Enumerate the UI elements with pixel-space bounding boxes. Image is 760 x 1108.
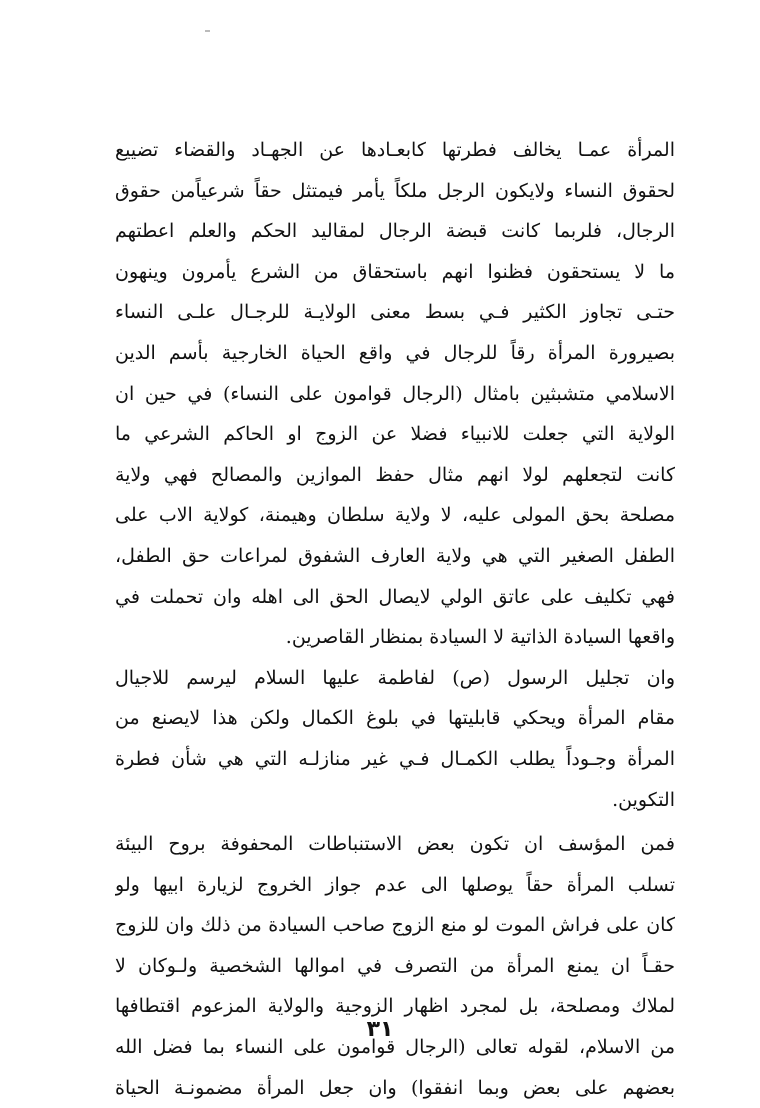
text-line: التكوين. [612, 788, 675, 811]
text-line: بعضهم على بعض وبما انفقوا) وان جعل المرأة مضمونـة الحياة [115, 1076, 675, 1099]
text-line: لملاك ومصلحة، بل لمجرد اظهار الزوجية والولاية المزعوم اقتطافها [115, 995, 675, 1018]
text-line: الولاية التي جعلت للانبياء فضلا عن الزوج او الحاكم الشرعي ما [115, 423, 675, 446]
text-line: فمن المؤسف ان تكون بعض الاستنباطات المحفوفة بروح البيئة [115, 833, 675, 856]
page-number: ٣١ [366, 1017, 394, 1042]
body-text [115, 130, 675, 1108]
text-line: الطفل الصغير التي هي ولاية العارف الشفوق لمراعات حق الطفل، [115, 544, 675, 567]
text-line: من الاسلام، لقوله تعالى (الرجال قوامون على النساء بما فضل الله [115, 1036, 675, 1059]
text-line: وان تجليل الرسول (ص) لفاطمة عليها السلام ليرسم للاجيال [115, 666, 675, 689]
text-line: تسلب المرأة حقاً يوصلها الى عدم جواز الخروج لزيارة ابيها ولو [115, 873, 675, 896]
text-line: فهي تكليف على عاتق الولي لايصال الحق الى اهله وان تحملت في [115, 585, 675, 608]
text-line: مصلحة بحق المولى عليه، لا ولاية سلطان وهيمنة، كولاية الاب على [115, 504, 675, 527]
text-line: واقعها السيادة الذاتية لا السيادة بمنظار القاصرين. [285, 626, 675, 649]
text-line: كانت لتجعلهم لولا انهم مثال حفظ الموازين والمصالح فهي ولاية [115, 463, 675, 486]
text-line: الرجال، فلربما كانت قبضة الرجال لمقاليد الحكم والعلم اعطتهم [115, 220, 675, 243]
text-line: حقـاً ان يمنع المرأة من التصرف في اموالها الشخصية ولـوكان لا [115, 954, 675, 977]
text-line: حتـى تجاوز الكثير فـي بسط معنى الولايـة للرجـال علـى النساء [115, 301, 675, 324]
text-line: المرأة وجـوداً يطلب الكمـال فـي غير منازلـه التي هي شأن فطرة [115, 747, 675, 770]
text-line: بصيرورة المرأة رقاً للرجال في واقع الحياة الخارجية بأسم الدين [115, 341, 675, 364]
text-line: كان على فراش الموت لو منع الزوج صاحب السيادة من ذلك وان للزوج [115, 914, 675, 937]
text-line: لحقوق النساء ولايكون الرجل ملكاً يأمر فيمتثل حقاً شرعياًمن حقوق [115, 179, 675, 202]
text-line: الاسلامي متشبثين بامثال (الرجال قوامون على النساء) في حين ان [115, 382, 675, 405]
text-line: مقام المرأة ويحكي قابليتها في بلوغ الكمال ولكن هذا لايصنع من [115, 707, 675, 730]
text-line: ما لا يستحقون فظنوا انهم باستحقاق من الشرع يأمرون وينهون [115, 260, 675, 283]
scan-speck [205, 30, 210, 32]
text-line: المرأة عمـا يخالف فطرتها كابعـادها عن الجهـاد والقضاء تضييع [115, 139, 675, 161]
